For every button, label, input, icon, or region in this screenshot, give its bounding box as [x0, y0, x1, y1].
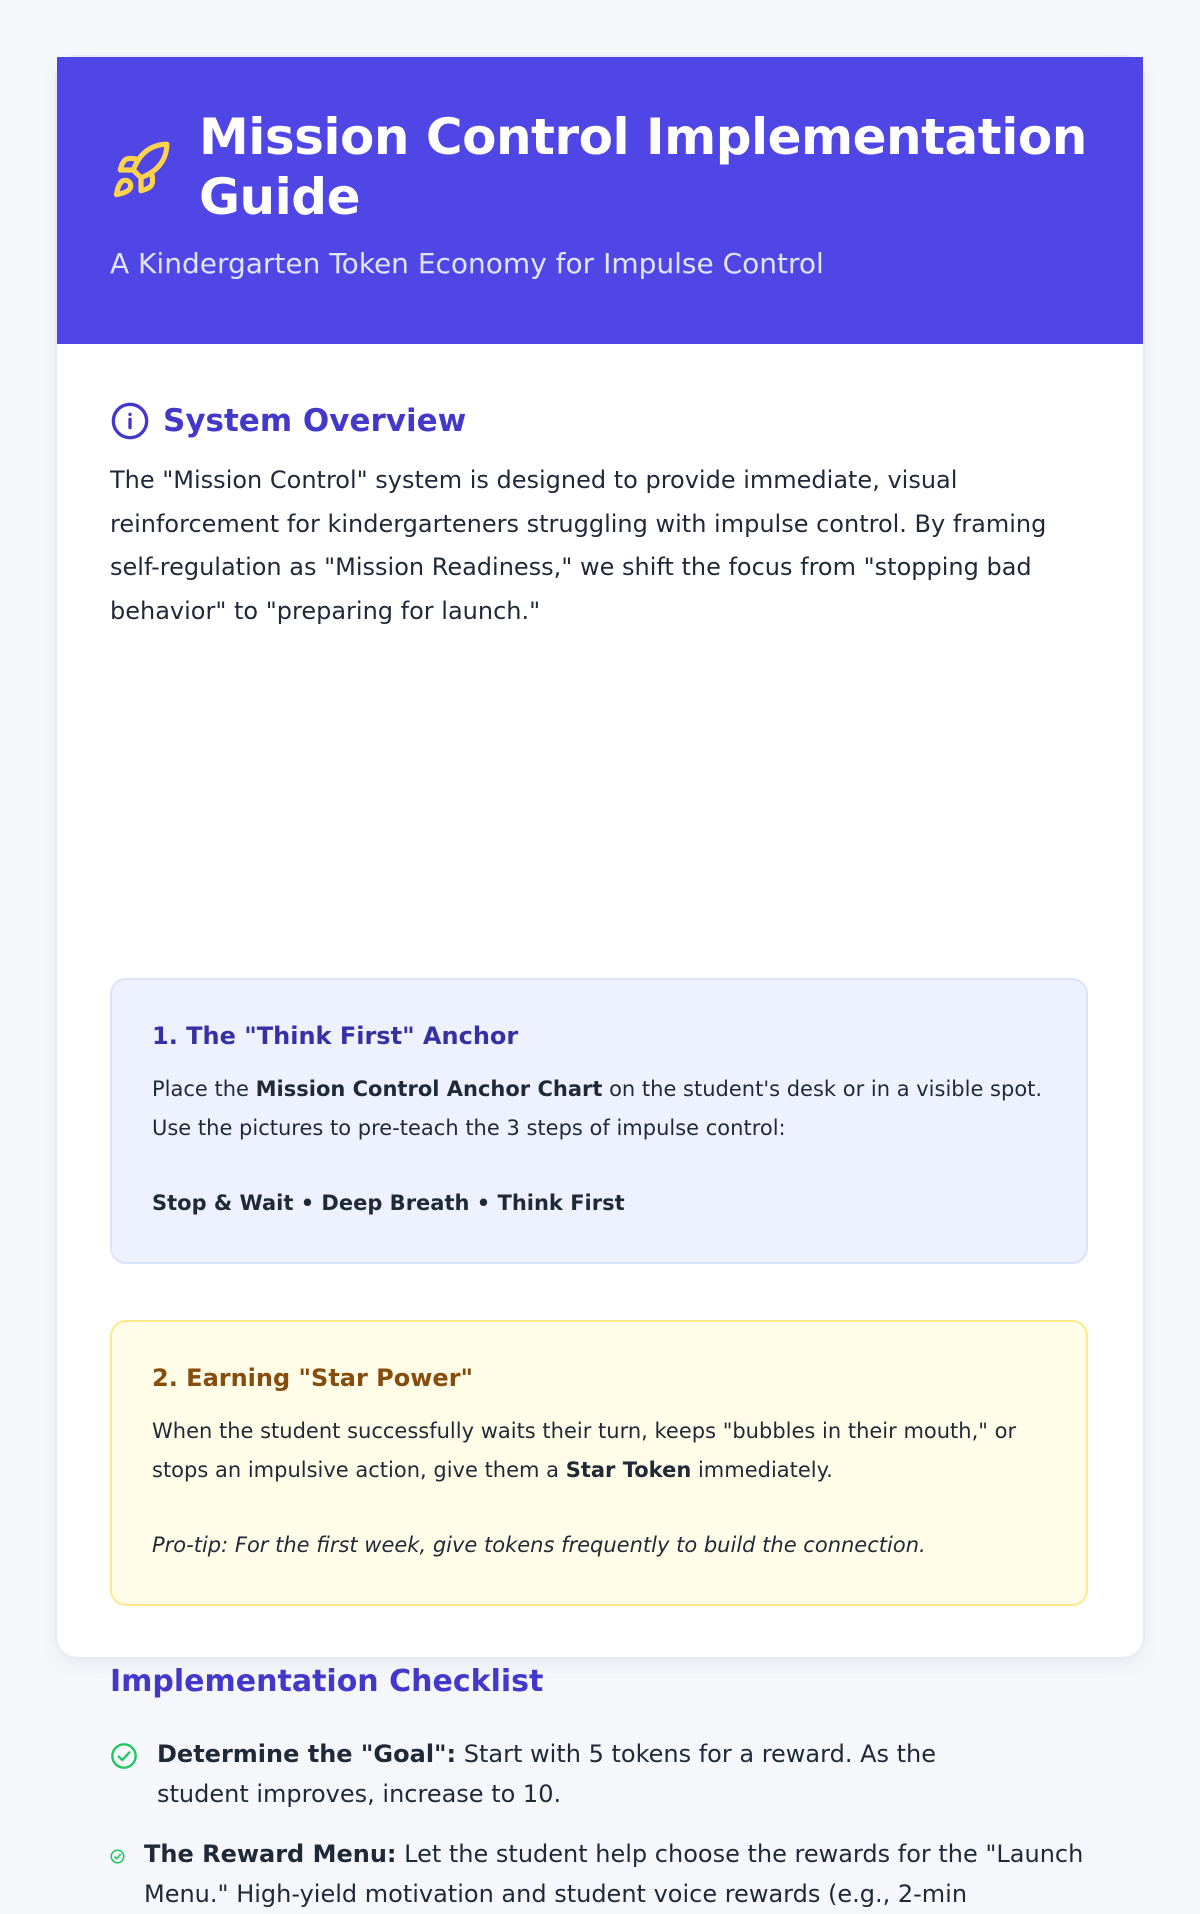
guide-card [57, 57, 1143, 1908]
impulse-control-steps: Stop & Wait • Deep Breath • Think First [152, 1191, 625, 1215]
anchor-section [110, 978, 1088, 1264]
page-subtitle: A Kindergarten Token Economy for Impulse Control [110, 247, 824, 280]
checklist-item-title: Determine the "Goal": [157, 1740, 457, 1768]
star-power-paragraph [152, 1412, 1046, 1490]
checklist-item-body: Let the student help choose the rewards for the "Launch Menu." High-yield motivation and student voice rewards (e.g., 2-min [144, 1840, 1084, 1908]
checklist-item [110, 1834, 1110, 1914]
star-power-section [110, 1320, 1088, 1606]
check-circle-icon [110, 1849, 125, 1864]
rocket-icon [110, 139, 172, 201]
checklist-item [110, 1734, 1020, 1814]
checklist-heading: Implementation Checklist [110, 1664, 544, 1699]
overview-heading: System Overview [163, 403, 467, 439]
overview-heading-row [110, 401, 466, 441]
info-icon [110, 401, 150, 441]
star-power-text-before: When the student successfully waits their turn, keeps "bubbles in their mouth," or stops an impulsive action, give them a [152, 1419, 1017, 1482]
pro-tip: Pro-tip: For the first week, give tokens frequently to build the connection. [152, 1533, 926, 1557]
anchor-chart-name: Mission Control Anchor Chart [255, 1077, 603, 1101]
star-power-text-after: immediately. [691, 1458, 833, 1482]
check-circle-icon [110, 1742, 138, 1770]
star-power-heading: 2. Earning "Star Power" [152, 1364, 474, 1392]
page-title: Mission Control Implementation Guide [199, 108, 1087, 226]
anchor-text-after: on the student's desk or in a visible spot. Use the pictures to pre-teach the 3 steps of impulse control: [152, 1077, 1043, 1140]
header-banner [57, 57, 1143, 344]
checklist-item-text [144, 1834, 1110, 1914]
checklist-item-text [157, 1734, 1020, 1814]
overview-paragraph: The "Mission Control" system is designed to provide immediate, visual reinforcement for kindergarteners struggling with impulse control. By framing self-regulation as "Mission Readiness," we shift the focus from "stopping bad behavior" to "preparing for launch." [110, 466, 1047, 625]
checklist-item-title: The Reward Menu: [144, 1840, 397, 1868]
anchor-paragraph [152, 1070, 1046, 1148]
anchor-heading: 1. The "Think First" Anchor [152, 1022, 519, 1050]
anchor-text-before: Place the [152, 1077, 256, 1101]
star-token-label: Star Token [565, 1458, 692, 1482]
checklist-item-body: Start with 5 tokens for a reward. As the student improves, increase to 10. [157, 1740, 937, 1808]
